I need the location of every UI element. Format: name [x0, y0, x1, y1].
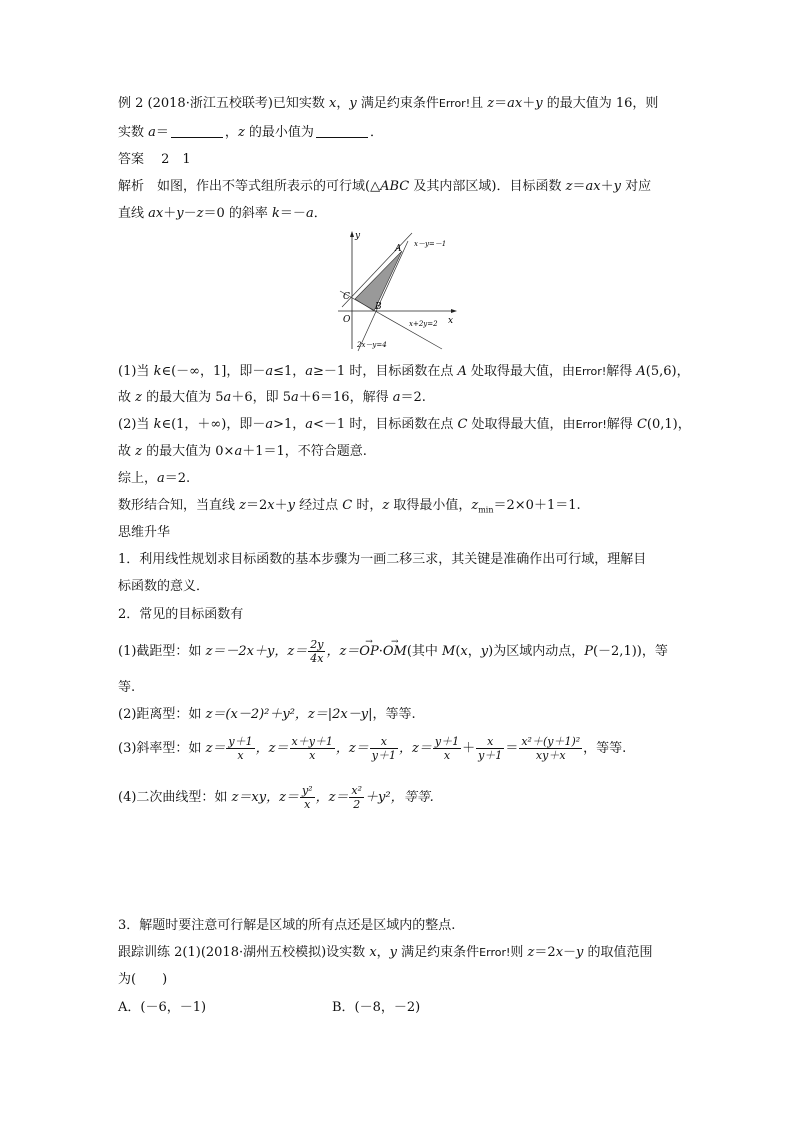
analysis-line-1: 解析 如图，作出不等式组所表示的可行域(△ABC 及其内部区域)．目标函数 z＝ax＋y 对应	[118, 179, 652, 194]
label-c: C	[343, 292, 350, 302]
think-title: 思维升华	[118, 525, 171, 540]
answer-blank-z-min	[316, 125, 368, 138]
case1-line-1: (1)当 k∈(－∞，1]，即－a≤1，a≥－1 时，目标函数在点 A 处取得最大值，由Error!解得 A(5,6)，	[118, 364, 690, 379]
followup-line-2: 为( )	[118, 972, 168, 987]
type1-line-2: 等.	[118, 680, 136, 695]
think-p1-line-1: 1．利用线性规划求目标函数的基本步骤为一画二移三求，其关键是准确作出可行域，理解目	[118, 552, 647, 567]
example-line-2: 实数 a＝ ，z 的最小值为 ．	[118, 125, 383, 140]
case2-line-1: (2)当 k∈(1，＋∞)，即－a>1，a<－1 时，目标函数在点 C 处取得最大值，由Error!解得 C(0,1)，	[118, 417, 691, 432]
label-line3: 2x－y=4	[357, 341, 387, 349]
think-p2: 2．常见的目标函数有	[118, 607, 244, 622]
type1-line: (1)截距型：如 z＝－2x＋y，z＝ $\frac{2y}{4x}$ ，z＝→ OP·→ OM(其中 M(x，y)为区域内动点，P(－2,1))，等	[118, 638, 668, 665]
label-o: O	[343, 315, 351, 325]
answer-blank-a	[171, 125, 223, 138]
think-p1-line-2: 标函数的意义．	[118, 579, 210, 594]
min-line: 数形结合知，当直线 z＝2x＋y 经过点 C 时，z 取得最小值，$z_{min}=2\times 0+1=1$.	[118, 498, 581, 515]
answer-line: 答案 2 1	[118, 152, 191, 167]
label-x: x	[448, 316, 454, 326]
label-a: A	[395, 244, 402, 254]
feasible-region-figure	[336, 229, 460, 353]
error-text: Error!	[438, 97, 471, 110]
option-b[interactable]: B．(－8，－2)	[332, 1000, 421, 1015]
label-line1: x－y=－1	[414, 240, 447, 248]
case1-line-2: 故 z 的最大值为 5a＋6，即 5a＋6＝16，解得 a＝2.	[118, 390, 426, 405]
label-y: y	[355, 231, 361, 241]
example-line-1: 例 2 (2018·浙江五校联考)已知实数 x，y 满足约束条件Error!且 z＝ax＋y 的最大值为 16，则	[118, 96, 659, 111]
y-axis-arrow	[350, 231, 354, 237]
think-p3: 3．解题时要注意可行解是区域的所有点还是区域内的整点.	[118, 918, 456, 933]
analysis-line-2: 直线 ax＋y－z＝0 的斜率 k＝－a．	[118, 206, 327, 221]
label-b: B	[375, 302, 382, 312]
summary-line: 综上，a＝2.	[118, 471, 191, 486]
type2-line: (2)距离型：如 z＝(x－2)²＋y²，z＝|2x－y|，等等.	[118, 707, 416, 722]
case2-line-2: 故 z 的最大值为 0×a＋1＝1，不符合题意.	[118, 444, 367, 459]
type4-line: (4)二次曲线型：如 z＝xy，z＝ $\frac{\text{y²}}{x}$ ，z＝ $\frac{\text{x²}}{2}$ ＋y²，等等.	[118, 784, 434, 811]
label-line2: x+2y=2	[409, 320, 438, 328]
type3-line: (3)斜率型：如 z＝ $\frac{y+1}{x}$ ，z＝ $\frac{x+y+1}{x}$ ，z＝ $\frac{x}{y+1}$ ，z＝ $\frac{y+1}{x}$ ＋ $\frac{x}{y+1}$ ＝ $\frac{\text{x²＋(y＋1)²}}{xy+x}$ ，等等.	[118, 735, 627, 762]
option-a[interactable]: A．(－6，－1)	[118, 1000, 207, 1015]
followup-line-1: 跟踪训练 2(1)(2018·湖州五校模拟)设实数 x，y 满足约束条件Error!则 z＝2x－y 的取值范围	[118, 945, 653, 960]
x-axis-arrow	[451, 309, 457, 313]
